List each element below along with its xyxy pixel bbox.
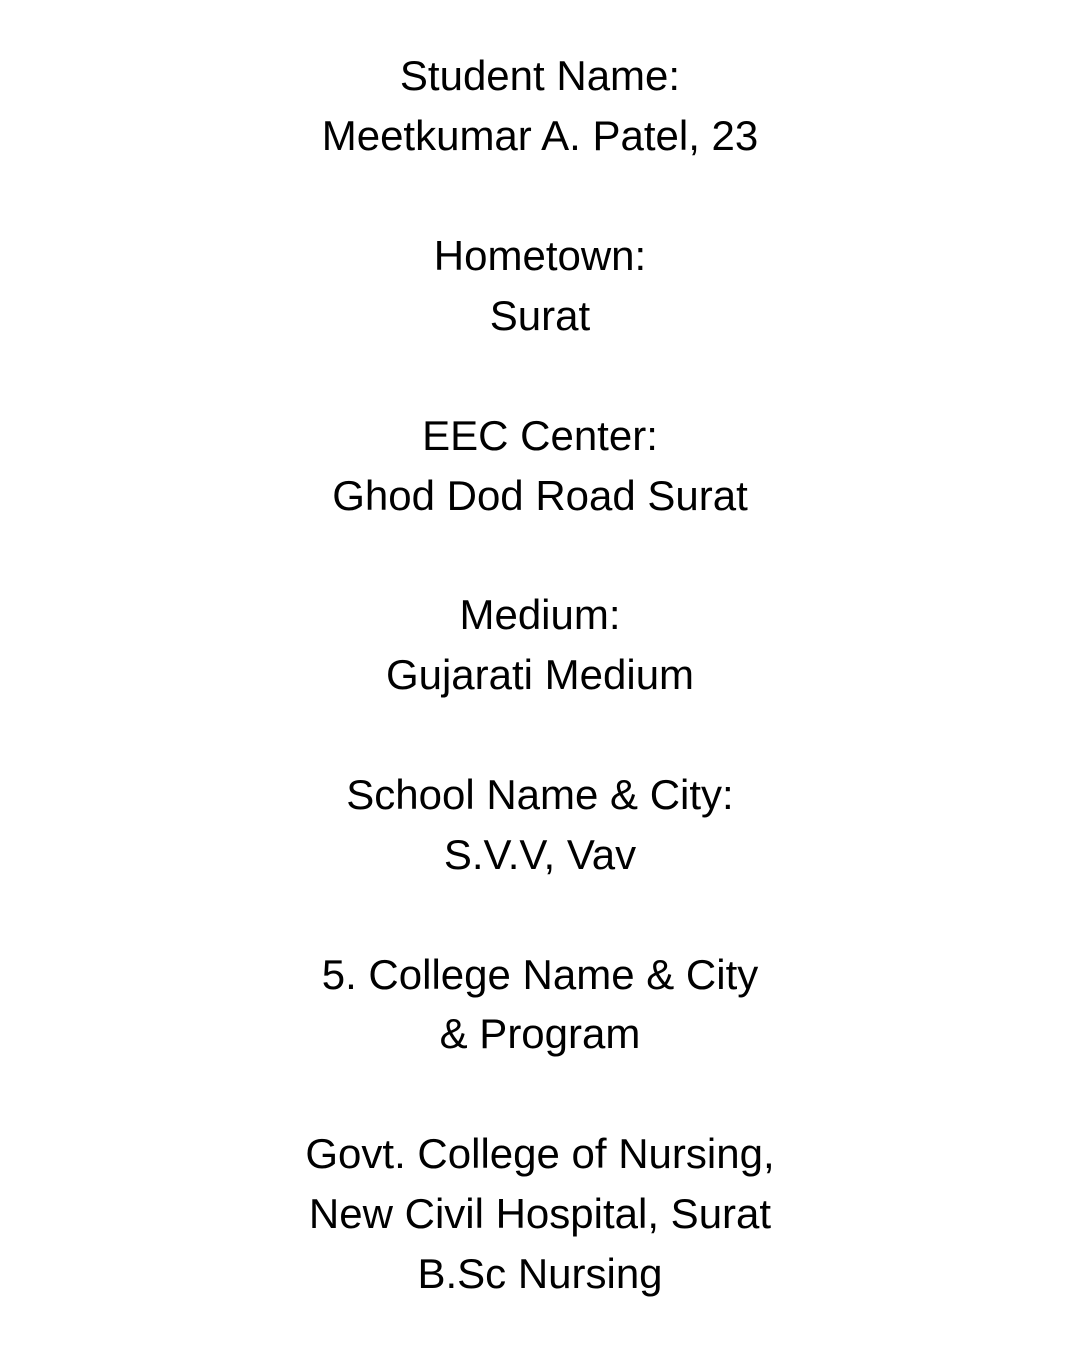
school-label: School Name & City: (346, 771, 734, 818)
medium-value: Gujarati Medium (385, 651, 695, 698)
college-label-line2: & Program (439, 1010, 641, 1057)
college-value-line1: Govt. College of Nursing, (305, 1130, 775, 1177)
hometown-label: Hometown: (433, 232, 647, 279)
school-value: S.V.V, Vav (443, 831, 637, 878)
hometown-value: Surat (489, 292, 591, 339)
eec-center-value: Ghod Dod Road Surat (332, 472, 748, 519)
eec-center-label: EEC Center: (422, 412, 658, 459)
student-name-label: Student Name: (399, 52, 681, 99)
college-value-line3: B.Sc Nursing (417, 1250, 663, 1297)
medium-label: Medium: (459, 591, 621, 638)
college-value-line2: New Civil Hospital, Surat (308, 1190, 772, 1237)
student-name-value: Meetkumar A. Patel, 23 (321, 112, 759, 159)
college-label-line1: 5. College Name & City (321, 951, 759, 998)
